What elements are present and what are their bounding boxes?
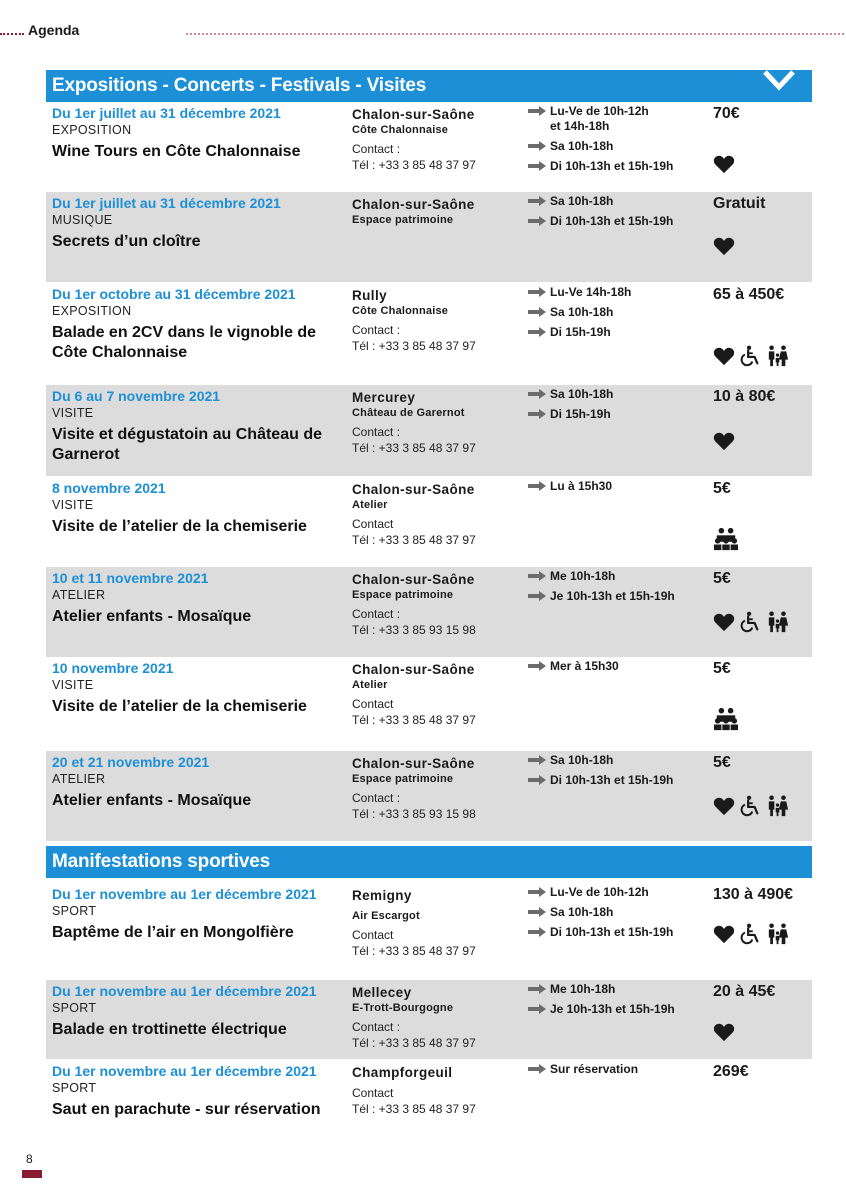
schedule-text: Je 10h-13h et 15h-19h <box>550 1002 675 1016</box>
wheelchair-icon <box>739 611 761 638</box>
event-price-block <box>713 194 809 214</box>
schedule-item <box>528 659 708 674</box>
event-info <box>52 387 348 465</box>
event-price-block <box>713 569 809 589</box>
event-category: VISITE <box>52 678 94 692</box>
event-city: Chalon-sur-Saône <box>352 662 475 677</box>
event-date: 20 et 21 novembre 2021 <box>52 754 210 770</box>
event-venue: Air Escargot <box>352 910 420 922</box>
event-category: SPORT <box>52 1001 97 1015</box>
arrow-icon <box>528 1064 546 1074</box>
heart-icon <box>713 924 735 949</box>
heart-icon <box>713 612 735 637</box>
event-city: Remigny <box>352 888 412 903</box>
event-price-block <box>713 479 809 499</box>
event-price: 269€ <box>713 1063 749 1080</box>
contact-label: Contact : <box>352 1020 401 1034</box>
event-row <box>46 751 812 841</box>
arrow-icon <box>528 755 546 765</box>
schedule-item <box>528 1002 708 1017</box>
group-icon <box>713 707 739 736</box>
event-info <box>52 885 348 943</box>
event-city: Champforgeuil <box>352 1065 453 1080</box>
event-location <box>352 196 522 227</box>
contact-label: Contact : <box>352 425 401 439</box>
event-schedule <box>528 1062 708 1082</box>
arrow-icon <box>528 984 546 994</box>
schedule-item <box>528 925 708 940</box>
event-row <box>46 980 812 1059</box>
schedule-text: Sa 10h-18h <box>550 905 614 919</box>
schedule-item <box>528 214 708 229</box>
event-icons <box>713 923 795 950</box>
event-title: Atelier enfants - Mosaïque <box>52 608 252 625</box>
divider-dots <box>0 33 24 35</box>
event-venue: Côte Chalonnaise <box>352 305 449 317</box>
event-date: 10 novembre 2021 <box>52 660 174 676</box>
wheelchair-icon <box>739 923 761 950</box>
heart-icon <box>713 346 735 371</box>
schedule-text: Lu-Ve 14h-18h <box>550 285 632 299</box>
event-category: VISITE <box>52 406 94 420</box>
arrow-icon <box>528 196 546 206</box>
arrow-icon <box>528 481 546 491</box>
contact-phone: Tél : +33 3 85 48 37 97 <box>352 1102 476 1116</box>
event-price: 70€ <box>713 105 740 122</box>
schedule-text: Di 15h-19h <box>550 407 611 421</box>
event-location <box>352 389 522 456</box>
event-info <box>52 104 348 162</box>
contact-phone: Tél : +33 3 85 48 37 97 <box>352 1036 476 1050</box>
contact-phone: Tél : +33 3 85 48 37 97 <box>352 713 476 727</box>
event-schedule <box>528 753 708 793</box>
contact-phone: Tél : +33 3 85 48 37 97 <box>352 339 476 353</box>
event-icons <box>713 611 795 638</box>
event-schedule <box>528 885 708 945</box>
event-location <box>352 755 522 822</box>
event-city: Mellecey <box>352 985 412 1000</box>
event-category: MUSIQUE <box>52 213 113 227</box>
event-icons <box>713 431 739 456</box>
event-price: 5€ <box>713 660 731 677</box>
event-venue: Côte Chalonnaise <box>352 124 449 136</box>
schedule-item <box>528 589 708 604</box>
schedule-text: Lu-Ve de 10h-12h <box>550 104 649 118</box>
event-title: Secrets d’un cloître <box>52 233 201 250</box>
contact-label: Contact <box>352 928 394 942</box>
event-info <box>52 659 348 717</box>
event-price: 5€ <box>713 754 731 771</box>
arrow-icon <box>528 389 546 399</box>
schedule-item <box>528 407 708 422</box>
arrow-icon <box>528 927 546 937</box>
event-schedule <box>528 387 708 427</box>
event-category: ATELIER <box>52 772 106 786</box>
contact-phone: Tél : +33 3 85 93 15 98 <box>352 807 476 821</box>
event-price: 65 à 450€ <box>713 286 785 303</box>
event-row <box>46 477 812 566</box>
event-city: Chalon-sur-Saône <box>352 482 475 497</box>
family-icon <box>765 923 791 950</box>
wheelchair-icon <box>739 795 761 822</box>
page-number: 8 <box>26 1152 33 1166</box>
event-info <box>52 194 348 252</box>
event-title: Baptême de l’air en Mongolfière <box>52 924 294 941</box>
top-bar <box>0 22 846 42</box>
event-info <box>52 569 348 627</box>
event-schedule <box>528 104 708 179</box>
arrow-icon <box>528 887 546 897</box>
event-title: Wine Tours en Côte Chalonnaise <box>52 143 301 160</box>
event-location <box>352 106 522 173</box>
schedule-item <box>528 104 708 134</box>
event-row <box>46 657 812 750</box>
event-location <box>352 481 522 548</box>
event-icons <box>713 707 743 736</box>
contact-label: Contact : <box>352 607 401 621</box>
event-price: Gratuit <box>713 195 766 212</box>
schedule-text: Sa 10h-18h <box>550 305 614 319</box>
schedule-item <box>528 305 708 320</box>
schedule-text: Me 10h-18h <box>550 569 616 583</box>
event-venue: Espace patrimoine <box>352 773 454 785</box>
contact-phone: Tél : +33 3 85 48 37 97 <box>352 441 476 455</box>
family-icon <box>765 345 791 372</box>
event-category: SPORT <box>52 1081 97 1095</box>
schedule-item <box>528 905 708 920</box>
event-city: Chalon-sur-Saône <box>352 197 475 212</box>
event-price-block <box>713 982 809 1002</box>
event-info <box>52 285 348 363</box>
schedule-text: Sa 10h-18h <box>550 753 614 767</box>
event-info <box>52 753 348 811</box>
event-title: Visite de l’atelier de la chemiserie <box>52 518 307 535</box>
schedule-item <box>528 982 708 997</box>
schedule-item <box>528 325 708 340</box>
event-category: EXPOSITION <box>52 304 132 318</box>
schedule-text: Sa 10h-18h <box>550 139 614 153</box>
arrow-icon <box>528 141 546 151</box>
section-label: Agenda <box>28 22 80 38</box>
event-date: Du 1er juillet au 31 décembre 2021 <box>52 195 281 211</box>
event-schedule <box>528 569 708 609</box>
event-icons <box>713 345 795 372</box>
schedule-text: Di 10h-13h et 15h-19h <box>550 214 674 228</box>
divider-dots <box>186 33 844 35</box>
schedule-item <box>528 773 708 788</box>
schedule-item <box>528 1062 708 1077</box>
event-title: Visite de l’atelier de la chemiserie <box>52 698 307 715</box>
schedule-text: Je 10h-13h et 15h-19h <box>550 589 675 603</box>
family-icon <box>765 611 791 638</box>
event-location <box>352 287 522 354</box>
event-price-block <box>713 753 809 773</box>
event-location <box>352 887 522 959</box>
contact-phone: Tél : +33 3 85 93 15 98 <box>352 623 476 637</box>
group-icon <box>713 527 739 556</box>
contact-label: Contact : <box>352 791 401 805</box>
arrow-icon <box>528 287 546 297</box>
event-row <box>46 192 812 282</box>
event-row <box>46 102 812 192</box>
event-info <box>52 982 348 1040</box>
event-city: Rully <box>352 288 388 303</box>
event-icons <box>713 527 743 556</box>
arrow-icon <box>528 907 546 917</box>
schedule-text: Mer à 15h30 <box>550 659 619 673</box>
event-price: 5€ <box>713 480 731 497</box>
event-price: 130 à 490€ <box>713 886 794 903</box>
arrow-icon <box>528 571 546 581</box>
event-schedule <box>528 479 708 499</box>
event-price-block <box>713 885 809 905</box>
event-date: Du 1er octobre au 31 décembre 2021 <box>52 286 296 302</box>
arrow-icon <box>528 591 546 601</box>
section-title: Manifestations sportives <box>46 846 812 878</box>
schedule-item <box>528 885 708 900</box>
event-category: ATELIER <box>52 588 106 602</box>
event-title: Balade en trottinette électrique <box>52 1021 287 1038</box>
event-title: Atelier enfants - Mosaïque <box>52 792 252 809</box>
event-info <box>52 479 348 537</box>
heart-icon <box>713 796 735 821</box>
event-title: Balade en 2CV dans le vignoble de Côte Chalonnaise <box>52 324 317 361</box>
schedule-text: Sa 10h-18h <box>550 194 614 208</box>
event-title: Visite et dégustatoin au Château de Garnerot <box>52 426 322 463</box>
event-date: Du 1er novembre au 1er décembre 2021 <box>52 1063 317 1079</box>
event-price-block <box>713 387 809 407</box>
contact-label: Contact <box>352 697 394 711</box>
schedule-item <box>528 387 708 402</box>
event-venue: E-Trott-Bourgogne <box>352 1002 454 1014</box>
schedule-item <box>528 159 708 174</box>
contact-phone: Tél : +33 3 85 48 37 97 <box>352 533 476 547</box>
schedule-item <box>528 569 708 584</box>
event-date: Du 1er novembre au 1er décembre 2021 <box>52 886 317 902</box>
event-category: VISITE <box>52 498 94 512</box>
event-price-block <box>713 285 809 305</box>
arrow-icon <box>528 775 546 785</box>
event-date: Du 1er juillet au 31 décembre 2021 <box>52 105 281 121</box>
event-schedule <box>528 285 708 345</box>
event-date: 8 novembre 2021 <box>52 480 166 496</box>
schedule-text: Di 10h-13h et 15h-19h <box>550 159 674 173</box>
heart-icon <box>713 236 735 261</box>
event-venue: Château de Garernot <box>352 407 465 419</box>
event-venue: Atelier <box>352 679 388 691</box>
event-date: Du 1er novembre au 1er décembre 2021 <box>52 983 317 999</box>
event-row <box>46 567 812 657</box>
event-schedule <box>528 194 708 234</box>
event-city: Chalon-sur-Saône <box>352 756 475 771</box>
event-icons <box>713 795 795 822</box>
contact-label: Contact : <box>352 323 401 337</box>
event-title: Saut en parachute - sur réservation <box>52 1101 321 1118</box>
event-category: SPORT <box>52 904 97 918</box>
arrow-icon <box>528 161 546 171</box>
contact-label: Contact <box>352 1086 394 1100</box>
family-icon <box>765 795 791 822</box>
event-location <box>352 984 522 1051</box>
event-venue: Atelier <box>352 499 388 511</box>
arrow-icon <box>528 327 546 337</box>
event-price-block <box>713 1062 809 1082</box>
contact-phone: Tél : +33 3 85 48 37 97 <box>352 944 476 958</box>
contact-phone: Tél : +33 3 85 48 37 97 <box>352 158 476 172</box>
event-price: 5€ <box>713 570 731 587</box>
event-location <box>352 1064 522 1117</box>
event-city: Chalon-sur-Saône <box>352 572 475 587</box>
heart-icon <box>713 431 735 456</box>
event-schedule <box>528 982 708 1022</box>
schedule-text: et 14h-18h <box>550 119 610 133</box>
schedule-text: Di 10h-13h et 15h-19h <box>550 925 674 939</box>
event-icons <box>713 1022 739 1047</box>
arrow-icon <box>528 661 546 671</box>
event-row <box>46 883 812 979</box>
schedule-text: Me 10h-18h <box>550 982 616 996</box>
schedule-text: Di 10h-13h et 15h-19h <box>550 773 674 787</box>
schedule-text: Sur réservation <box>550 1062 639 1076</box>
arrow-icon <box>528 307 546 317</box>
event-city: Chalon-sur-Saône <box>352 107 475 122</box>
arrow-icon <box>528 106 546 116</box>
schedule-text: Lu-Ve de 10h-12h <box>550 885 649 899</box>
event-date: Du 6 au 7 novembre 2021 <box>52 388 221 404</box>
schedule-item <box>528 479 708 494</box>
page-marker <box>22 1170 42 1178</box>
event-price: 10 à 80€ <box>713 388 776 405</box>
schedule-text: Lu à 15h30 <box>550 479 613 493</box>
event-location <box>352 661 522 728</box>
event-price-block <box>713 659 809 679</box>
chevron-down-icon <box>762 70 796 92</box>
event-location <box>352 571 522 638</box>
schedule-text: Di 15h-19h <box>550 325 611 339</box>
contact-label: Contact : <box>352 142 401 156</box>
event-venue: Espace patrimoine <box>352 214 454 226</box>
event-icons <box>713 236 739 261</box>
event-row <box>46 1060 812 1126</box>
arrow-icon <box>528 216 546 226</box>
arrow-icon <box>528 1004 546 1014</box>
schedule-item <box>528 753 708 768</box>
event-city: Mercurey <box>352 390 416 405</box>
event-schedule <box>528 659 708 679</box>
event-icons <box>713 154 739 179</box>
schedule-item <box>528 194 708 209</box>
schedule-text: Sa 10h-18h <box>550 387 614 401</box>
contact-label: Contact <box>352 517 394 531</box>
event-venue: Espace patrimoine <box>352 589 454 601</box>
event-row <box>46 385 812 476</box>
heart-icon <box>713 154 735 179</box>
schedule-item <box>528 285 708 300</box>
event-date: 10 et 11 novembre 2021 <box>52 570 209 586</box>
event-info <box>52 1062 348 1120</box>
arrow-icon <box>528 409 546 419</box>
event-price: 20 à 45€ <box>713 983 776 1000</box>
schedule-item <box>528 139 708 154</box>
event-category: EXPOSITION <box>52 123 132 137</box>
event-row <box>46 283 812 384</box>
section-title: Expositions - Concerts - Festivals - Visites <box>46 70 812 102</box>
event-price-block <box>713 104 809 124</box>
heart-icon <box>713 1022 735 1047</box>
wheelchair-icon <box>739 345 761 372</box>
